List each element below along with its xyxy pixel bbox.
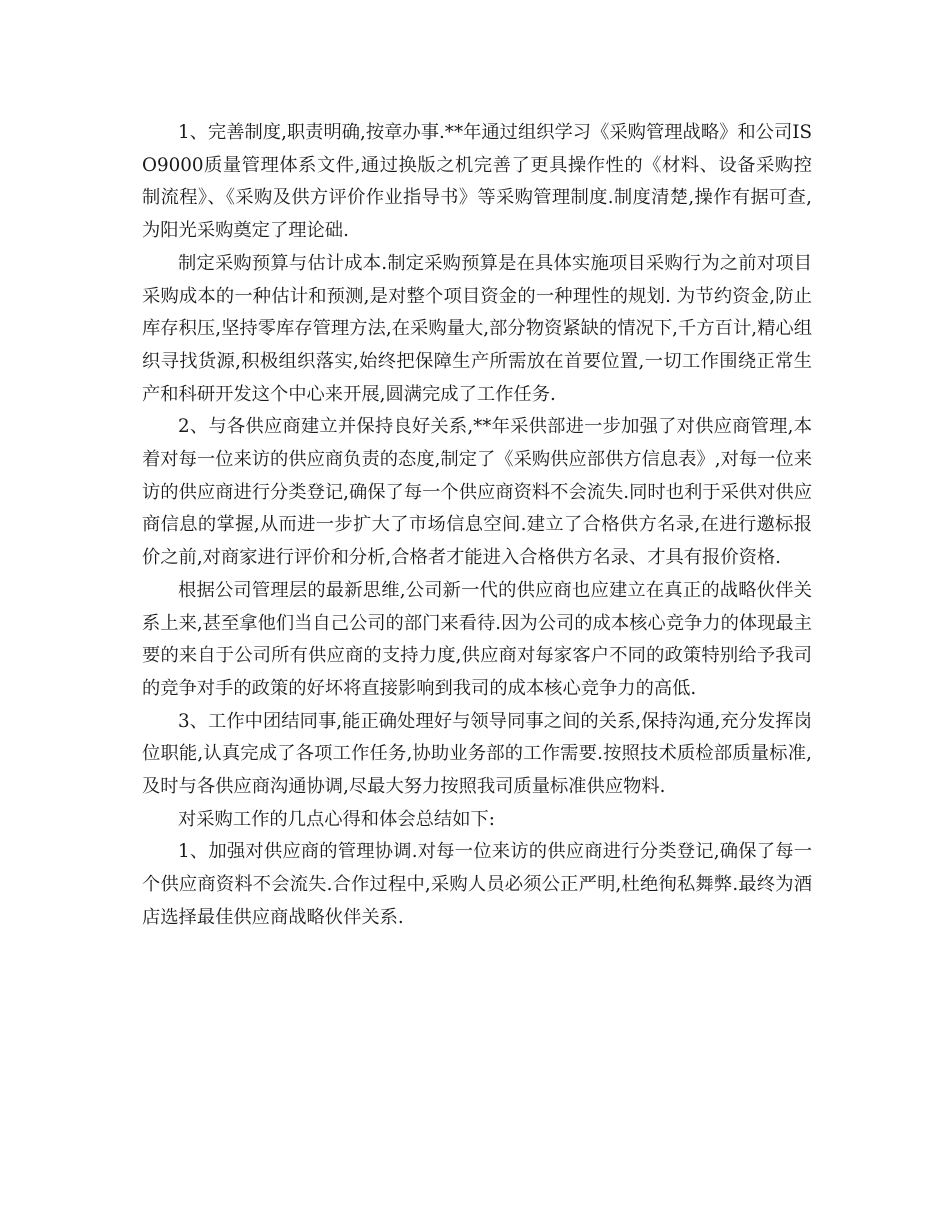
- paragraph-7: 1、加强对供应商的管理协调.对每一位来访的供应商进行分类登记,确保了每一个供应商资料不会流失.合作过程中,采购人员必须公正严明,杜绝徇私舞弊.最终为酒店选择最佳供应商战略伙伴关系.: [142, 841, 812, 928]
- paragraph-1: 1、完善制度,职责明确,按章办事.**年通过组织学习《采购管理战略》和公司ISO9000质量管理体系文件,通过换版之机完善了更具操作性的《材料、设备采购控制流程》、《采购及供方评价作业指导书》等采购管理制度.制度清楚,操作有据可查,为阳光采购奠定了理论础.: [142, 122, 812, 242]
- document-body: [142, 117, 812, 935]
- paragraph-6: 对采购工作的几点心得和体会总结如下:: [178, 808, 495, 830]
- paragraph-4: 根据公司管理层的最新思维,公司新一代的供应商也应建立在真正的战略伙伴关系上来,甚至拿他们当自己公司的部门来看待.因为公司的成本核心竞争力的体现最主要的来自于公司所有供应商的支持力度,供应商对每家客户不同的政策特别给予我司的竞争对手的政策的好坏将直接影响到我司的成本核心竞争力的高低.: [142, 579, 812, 699]
- paragraph-5: 3、工作中团结同事,能正确处理好与领导同事之间的关系,保持沟通,充分发挥岗位职能,认真完成了各项工作任务,协助业务部的工作需要.按照技术质检部质量标准,及时与各供应商沟通协调,尽最大努力按照我司质量标准供应物料.: [142, 710, 812, 798]
- paragraph-3: 2、与各供应商建立并保持良好关系,**年采供部进一步加强了对供应商管理,本着对每一位来访的供应商负责的态度,制定了《采购供应部供方信息表》,对每一位来访的供应商进行分类登记,确保了每一个供应商资料不会流失.同时也利于采供对供应商信息的掌握,从而进一步扩大了市场信息空间.建立了合格供方名录,在进行邀标报价之前,对商家进行评价和分析,合格者才能进入合格供方名录、才具有报价资格.: [142, 416, 812, 569]
- paragraph-2: 制定采购预算与估计成本.制定采购预算是在具体实施项目采购行为之前对项目采购成本的一种估计和预测,是对整个项目资金的一种理性的规划. 为节约资金,防止库存积压,坚持零库存管理方法,在采购量大,部分物资紧缺的情况下,千方百计,精心组织寻找货源,积极组织落实,始终把保障生产所需放在首要位置,一切工作围绕正常生产和科研开发这个中心来开展,圆满完成了工作任务.: [142, 252, 812, 405]
